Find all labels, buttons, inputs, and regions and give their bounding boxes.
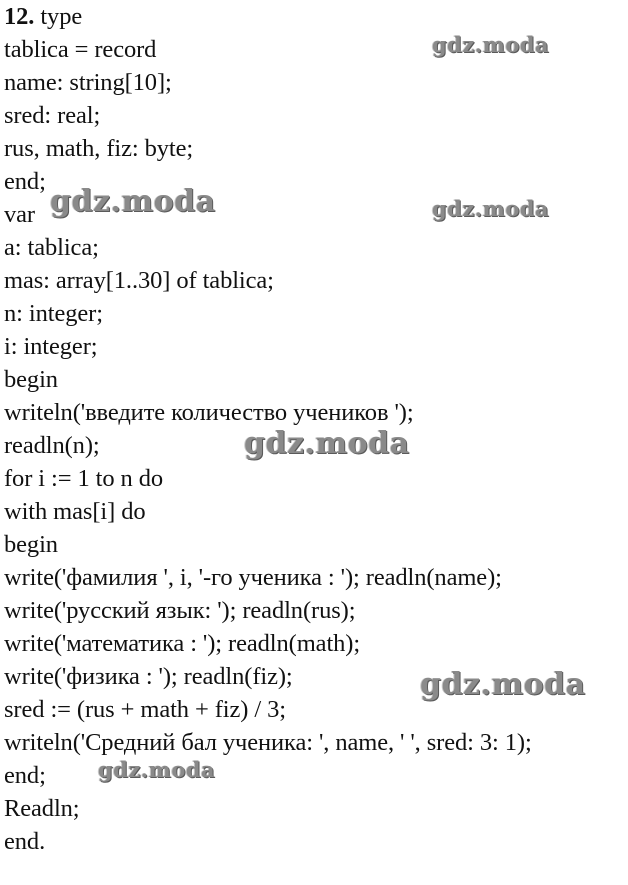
watermark: gdz.moda (432, 196, 550, 221)
code-line: with mas[i] do (4, 498, 146, 525)
code-line: var (4, 201, 35, 228)
code-line: tablica = record (4, 36, 157, 63)
code-line: sred: real; (4, 102, 101, 129)
code-line: write('русский язык: '); readln(rus); (4, 597, 356, 624)
code-line: write('физика : '); readln(fiz); (4, 663, 293, 690)
task-number: 12. (4, 3, 35, 30)
code-line: i: integer; (4, 333, 98, 360)
code-line: end; (4, 762, 46, 789)
watermark: gdz.moda (98, 757, 216, 782)
watermark: gdz.moda (244, 426, 410, 461)
code-line: for i := 1 to n do (4, 465, 164, 492)
code-line: write('фамилия ', i, '-го ученика : '); readln(name); (4, 564, 502, 591)
watermark: gdz.moda (432, 32, 550, 57)
code-line: begin (4, 366, 58, 393)
code-line: end; (4, 168, 46, 195)
task-header-line (4, 0, 624, 33)
code-line: name: string[10]; (4, 69, 172, 96)
code-keyword-type: type (34, 3, 83, 30)
code-line: mas: array[1..30] of tablica; (4, 267, 274, 294)
code-line: begin (4, 531, 58, 558)
code-line: Readln; (4, 795, 80, 822)
watermark: gdz.moda (420, 667, 586, 702)
code-line: rus, math, fiz: byte; (4, 135, 194, 162)
code-line: n: integer; (4, 300, 103, 327)
code-line: sred := (rus + math + fiz) / 3; (4, 696, 286, 723)
code-line: end. (4, 828, 46, 855)
code-line: a: tablica; (4, 234, 99, 261)
code-line: write('математика : '); readln(math); (4, 630, 361, 657)
watermark: gdz.moda (50, 184, 216, 219)
code-line: readln(n); (4, 432, 100, 459)
code-line: writeln('Средний бал ученика: ', name, ' ', sred: 3: 1); (4, 729, 532, 756)
code-line: writeln('введите количество учеников '); (4, 399, 414, 426)
